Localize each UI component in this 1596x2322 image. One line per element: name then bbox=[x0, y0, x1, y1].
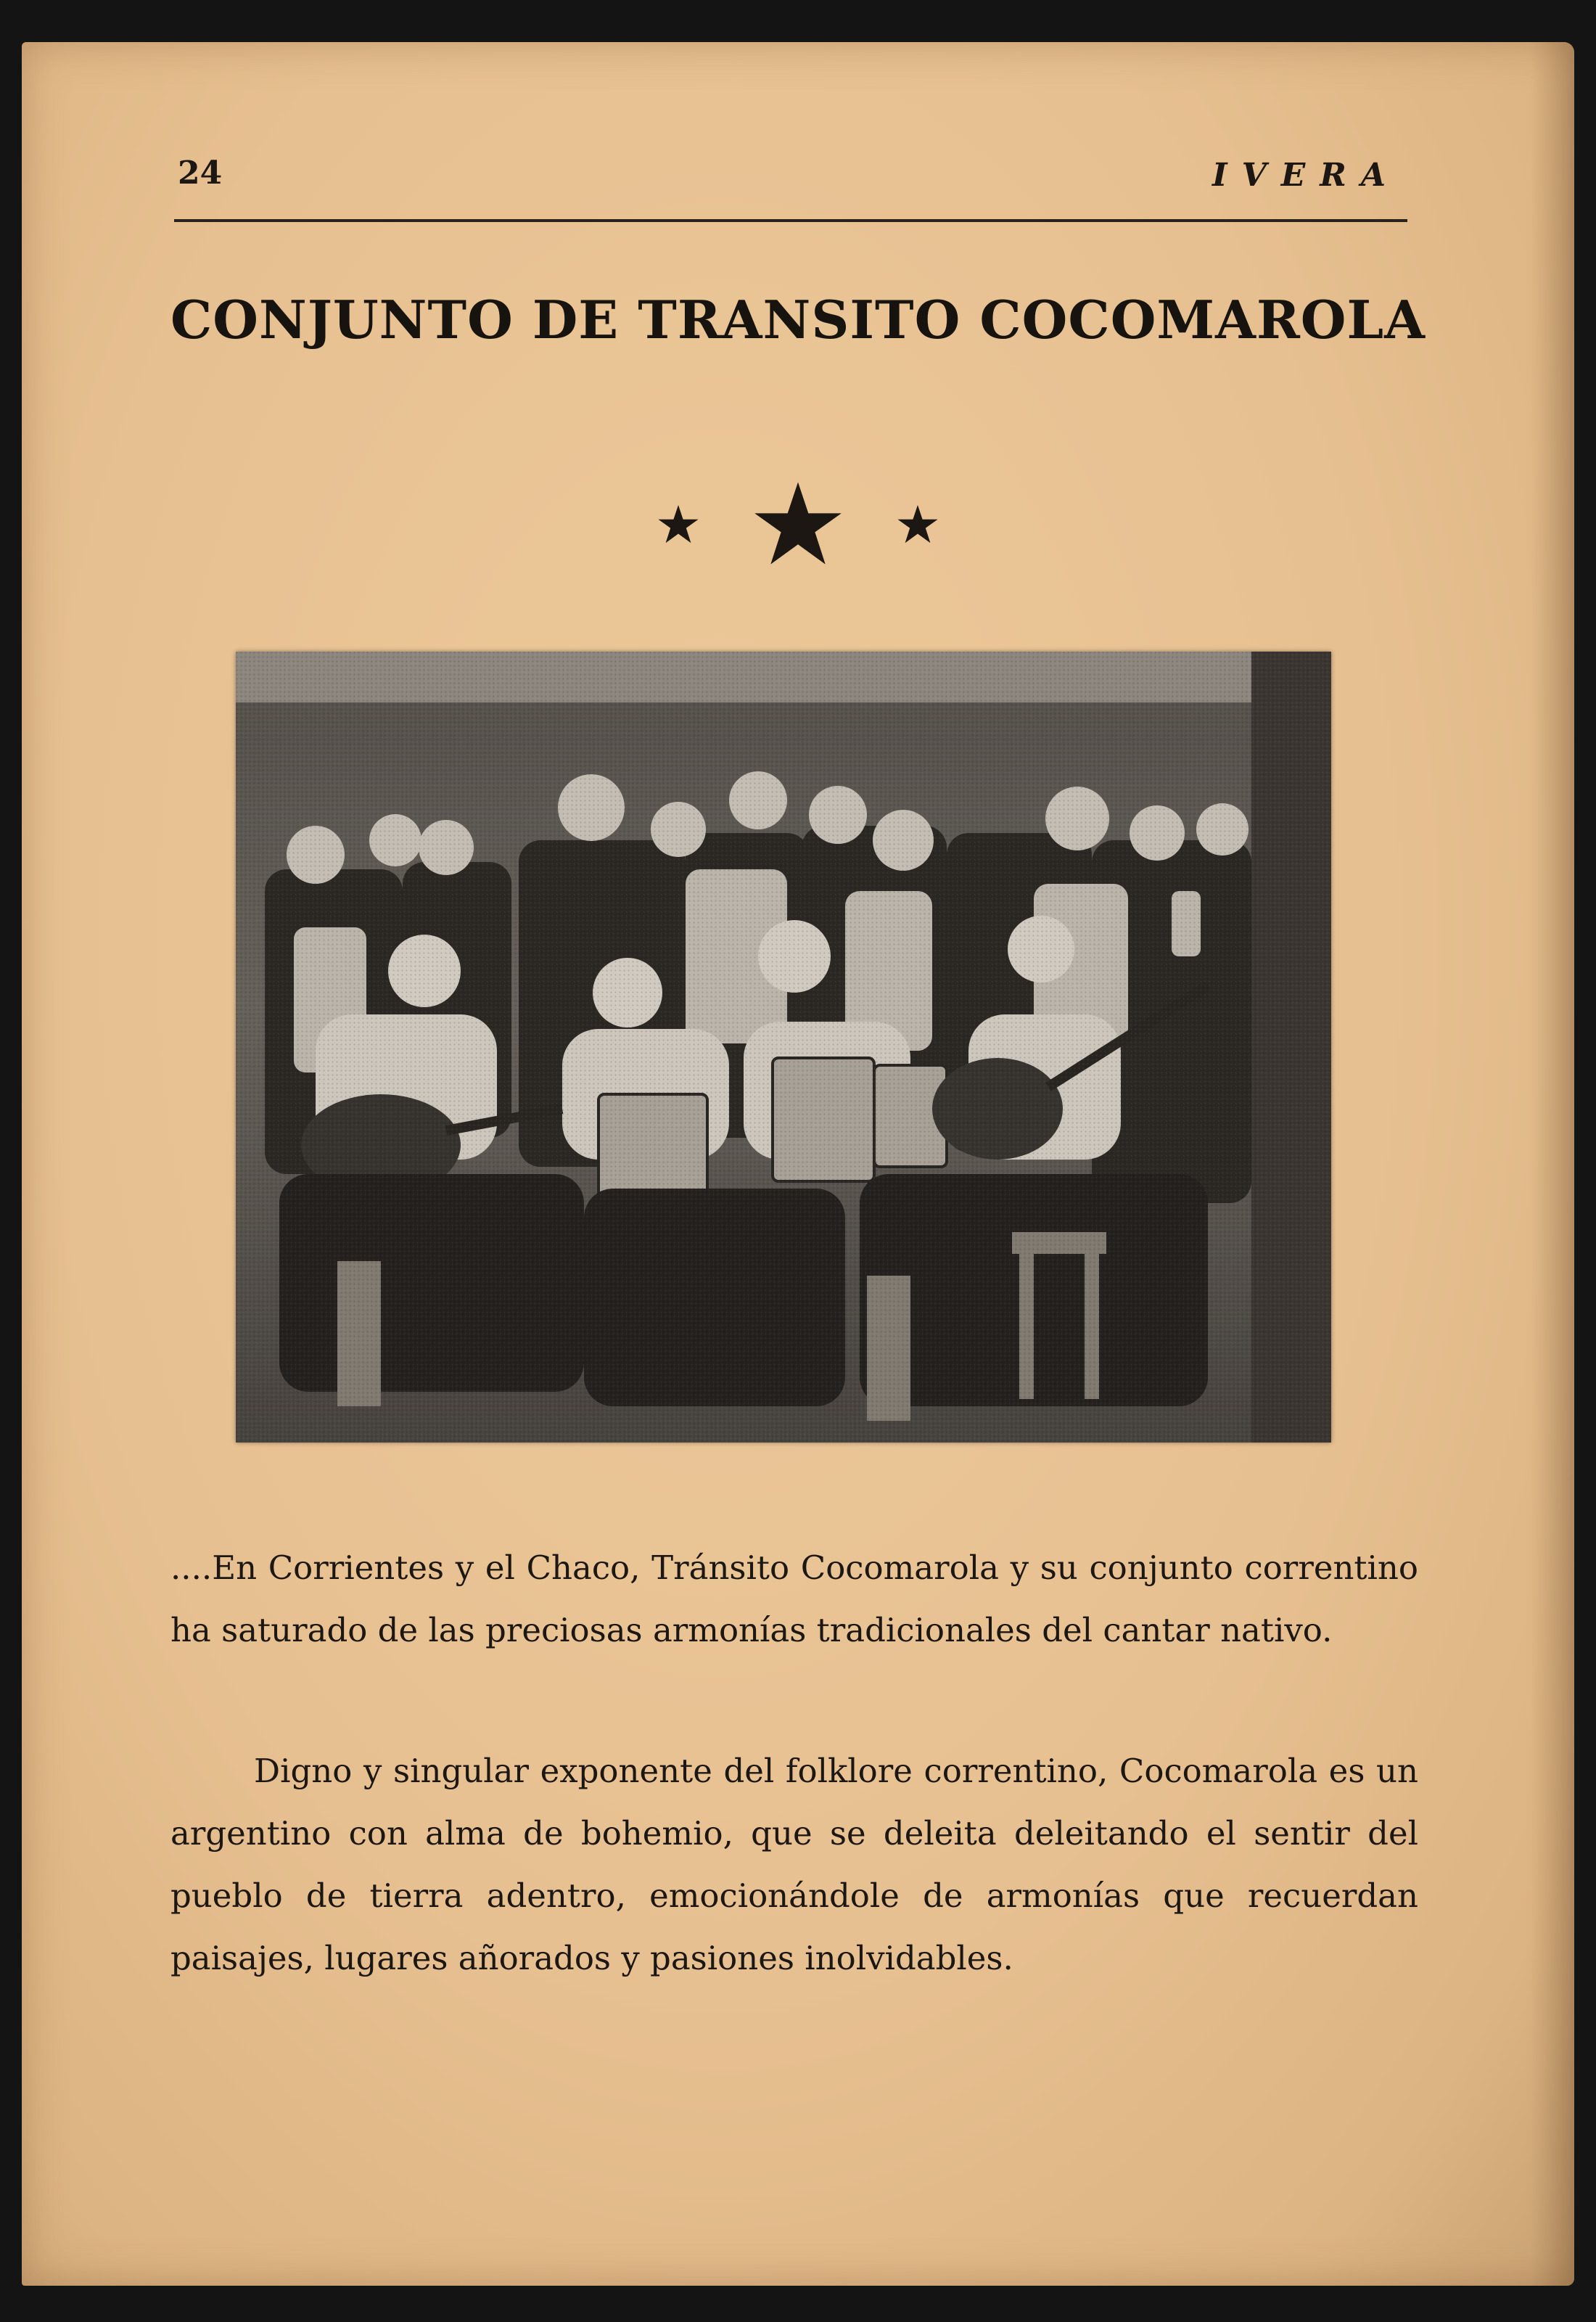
book-page bbox=[22, 42, 1574, 2286]
article-title: CONJUNTO DE TRANSITO COCOMAROLA bbox=[170, 289, 1426, 350]
photo-illustration bbox=[236, 652, 1331, 1443]
musicians-group-photo bbox=[236, 652, 1331, 1443]
large-star-icon bbox=[751, 477, 845, 572]
header-rule bbox=[174, 219, 1407, 222]
page-number: 24 bbox=[178, 155, 223, 192]
paragraph-2: Digno y singular exponente del folklore correntino, Cocomarola es un argentino con alma de bohemio, que se deleita deleitando el sentir del pueblo de tierra adentro, emocionándole de armonías que recuerdan paisajes, lugares añorados y pasiones inolvidables. bbox=[170, 1752, 1418, 1977]
page-edge-shadow bbox=[1531, 42, 1574, 2286]
paragraph-1: ....En Corrientes y el Chaco, Tránsito Cocomarola y su conjunto correntino ha saturado de las preciosas armonías tradicionales del cantar nativo. bbox=[170, 1548, 1418, 1649]
small-star-icon bbox=[896, 503, 939, 546]
small-star-icon bbox=[657, 503, 700, 546]
running-title: IVERA bbox=[1212, 157, 1400, 194]
star-ornament bbox=[22, 477, 1574, 572]
